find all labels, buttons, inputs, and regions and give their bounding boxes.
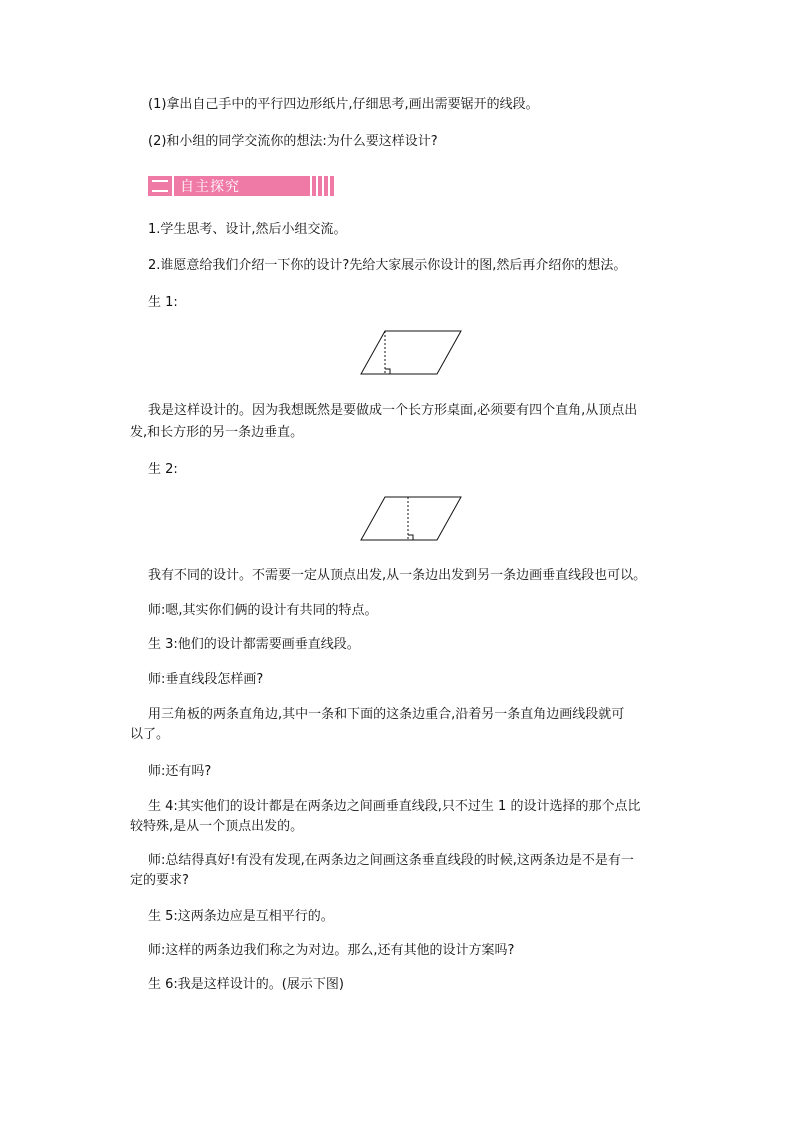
- paragraph-teacher-more: 师:还有吗?: [148, 764, 212, 779]
- paragraph-design-2: 我有不同的设计。不需要一定从顶点出发,从一条边出发到另一条边画垂直线段也可以。: [148, 568, 647, 583]
- paragraph-student-6: 生 6:我是这样设计的。(展示下图): [148, 977, 344, 992]
- paragraph-introduce-design: 2.谁愿意给我们介绍一下你的设计?先给大家展示你设计的图,然后再介绍你的想法。: [148, 258, 627, 273]
- paragraph-student-4-line-2: 较特殊,是从一个顶点出发的。: [130, 819, 304, 834]
- section-title: 自主探究: [180, 179, 240, 195]
- paragraph-method-line-2: 以了。: [130, 727, 170, 742]
- paragraph-teacher-opposite: 师:这样的两条边我们称之为对边。那么,还有其他的设计方案吗?: [148, 943, 515, 958]
- banner-stripes-icon: [310, 176, 334, 196]
- paragraph-step-2: (2)和小组的同学交流你的想法:为什么要这样设计?: [148, 134, 438, 149]
- paragraph-student-4-line-1: 生 4:其实他们的设计都是在两条边之间画垂直线段,只不过生 1 的设计选择的那个点比: [148, 799, 641, 814]
- parallelogram-figure-1: [358, 328, 464, 378]
- parallelogram-figure-2: [358, 494, 464, 544]
- paragraph-student-think: 1.学生思考、设计,然后小组交流。: [148, 222, 347, 237]
- section-banner: [148, 176, 334, 196]
- label-student-1: 生 1:: [148, 295, 178, 310]
- paragraph-teacher-summary-line-1: 师:总结得真好!有没有发现,在两条边之间画这条垂直线段的时候,这两条边是不是有一: [148, 853, 634, 868]
- section-number-two-icon: [148, 176, 174, 196]
- paragraph-teacher-how: 师:垂直线段怎样画?: [148, 672, 264, 687]
- paragraph-teacher-common: 师:嗯,其实你们俩的设计有共同的特点。: [148, 603, 378, 618]
- paragraph-student-5: 生 5:这两条边应是互相平行的。: [148, 909, 334, 924]
- paragraph-teacher-summary-line-2: 定的要求?: [130, 873, 189, 888]
- paragraph-student-3: 生 3:他们的设计都需要画垂直线段。: [148, 637, 360, 652]
- paragraph-method-line-1: 用三角板的两条直角边,其中一条和下面的这条边重合,沿着另一条直角边画线段就可: [148, 707, 625, 722]
- paragraph-design-1-line-2: 发,和长方形的另一条边垂直。: [130, 425, 304, 440]
- paragraph-design-1-line-1: 我是这样设计的。因为我想既然是要做成一个长方形桌面,必须要有四个直角,从顶点出: [148, 403, 638, 418]
- label-student-2: 生 2:: [148, 462, 178, 477]
- paragraph-step-1: (1)拿出自己手中的平行四边形纸片,仔细思考,画出需要锯开的线段。: [148, 97, 539, 112]
